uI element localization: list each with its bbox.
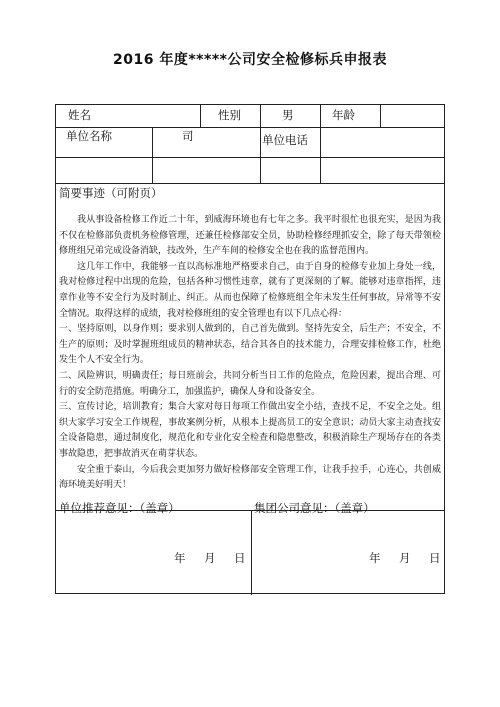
- paragraph: 三、宣传讨论，培训教育；集合大家对每日每项工作做出安全小结，查找不足，不安全之处。组织大家学习安全工作规程，事故案例分析，从根本上提高员工的安全意识；动员大家主动查找安全设备隐患，通过制度化，规范化和专业化安全检查和隐患整改，积极消除生产现场存在的各类事故隐患，把事故消灭在萌芽状态。: [59, 402, 441, 459]
- column-divider: [152, 127, 153, 183]
- paragraph: 安全重于泰山，今后我会更加努力做好检修部安全管理工作，让我手拉手，心连心，共创威海环境美好明天！: [59, 464, 441, 491]
- column-divider: [380, 105, 381, 127]
- unit-date-year: 年: [174, 551, 186, 565]
- paragraph: 二、风险辨识，明确责任；每日班前会，共同分析当日工作的危险点，危险因素，提出合理、可行的安全防范措施。明确分工，加强监护，确保人身和设备安全。: [59, 370, 441, 397]
- unit-name-label: 单位名称: [66, 129, 112, 143]
- row-divider: [56, 183, 444, 184]
- group-date-year: 年: [369, 551, 381, 565]
- column-divider: [260, 105, 261, 127]
- age-label: 年龄: [332, 108, 355, 122]
- unit-phone-label: 单位电话: [262, 133, 308, 147]
- summary-label: 简要事迹（可附页）: [59, 186, 163, 200]
- row-divider: [56, 127, 444, 128]
- paragraph: 我从事设备检修工作近二十年，到威海环境也有七年之多。我平时很忙也很充实，是因为我不仅在检修部负责机务检修管理，还兼任检修部安全员，协助检修经理抓安全，除了每天带领检修班组兄弟完成设备消缺，技改外，生产车间的检修安全也在我的监督范围内。: [59, 215, 441, 257]
- gender-label: 性别: [218, 108, 241, 122]
- column-divider: [251, 510, 252, 595]
- column-divider: [200, 105, 201, 127]
- application-form-table: [55, 104, 445, 594]
- unit-date-month: 月: [204, 551, 216, 565]
- group-date-month: 月: [399, 551, 411, 565]
- paragraph: 一、坚持原则，以身作则；要求别人做到的，自己首先做到。坚持先安全，后生产；不安全，不生产的原则；及时掌握班组成员的精神状态，结合其各自的技术能力，合理安排检修工作，杜绝发生个人不安全行为。: [59, 324, 441, 366]
- name-label: 姓名: [68, 108, 91, 122]
- column-divider: [320, 105, 321, 127]
- column-divider: [260, 127, 261, 183]
- form-title: 2016 年度*****公司安全检修标兵申报表: [113, 52, 387, 68]
- unit-date-day: 日: [234, 551, 246, 565]
- unit-name-value: 司: [182, 129, 194, 143]
- column-divider: [320, 127, 321, 183]
- group-opinion-label: 集团公司意见：（盖章）: [254, 501, 375, 515]
- paragraph: 这几年工作中，我能够一直以高标准地严格要求自己，由于自身的检修专业加上身处一线，我对检修过程中出现的危险，包括各种习惯性违章，就有了更深刻的了解。能够对违章指挥，违章作业等不安全行为及时制止、纠正。从而也保障了检修班组全年未发生任何事故，异常等不安全情况。取得这样的成绩，我对检修班组的安全管理也有以下几点心得：: [59, 261, 441, 319]
- gender-value: 男: [282, 108, 294, 122]
- group-date-day: 日: [429, 551, 441, 565]
- unit-opinion-label: 单位推荐意见：（盖章）: [59, 501, 180, 515]
- row-divider: [56, 157, 444, 158]
- summary-text: [59, 213, 441, 494]
